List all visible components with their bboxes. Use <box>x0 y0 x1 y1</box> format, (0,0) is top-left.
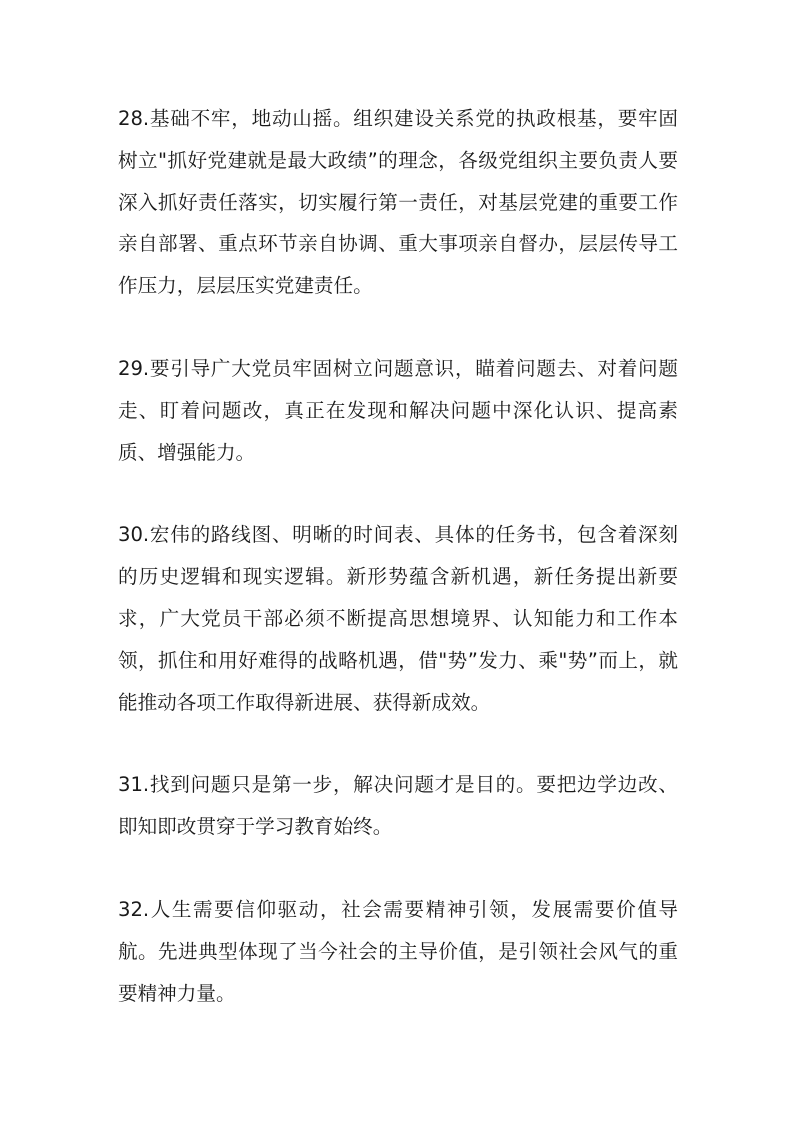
paragraph-32: 32.人生需要信仰驱动，社会需要精神引领，发展需要价值导航。先进典型体现了当今社会的主导价值，是引领社会风气的重要精神力量。 <box>118 897 678 1005</box>
paragraph-31: 31.找到问题只是第一步，解决问题才是目的。要把边学边改、即知即改贯穿于学习教育始终。 <box>118 773 678 839</box>
paragraph-30: 30.宏伟的路线图、明晰的时间表、具体的任务书，包含着深刻的历史逻辑和现实逻辑。新形势蕴含新机遇，新任务提出新要求，广大党员干部必须不断提高思想境界、认知能力和工作本领，抓住和用好难得的战略机遇，借"势”发力、乘"势”而上，就能推动各项工作取得新进展、获得新成效。 <box>118 523 678 714</box>
paragraph-28: 28.基础不牢，地动山摇。组织建设关系党的执政根基，要牢固树立"抓好党建就是最大政绩”的理念，各级党组织主要负责人要深入抓好责任落实，切实履行第一责任，对基层党建的重要工作亲自部署、重点环节亲自协调、重大事项亲自督办，层层传导工作压力，层层压实党建责任。 <box>118 107 678 298</box>
paragraph-29: 29.要引导广大党员牢固树立问题意识，瞄着问题去、对着问题走、盯着问题改，真正在发现和解决问题中深化认识、提高素质、增强能力。 <box>118 356 678 464</box>
document-page <box>118 98 678 1055</box>
